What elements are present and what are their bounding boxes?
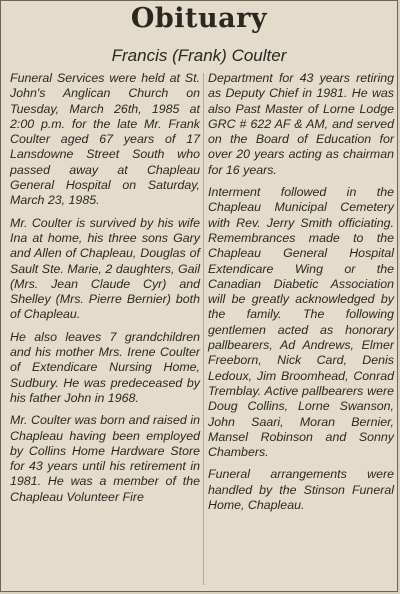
paragraph-funeral-arrangements: Funeral arrangements were handled by the Stinson Funeral Home, Chapleau. bbox=[208, 467, 394, 513]
masthead-title: Obituary bbox=[130, 3, 268, 34]
left-column bbox=[10, 71, 200, 512]
right-column bbox=[208, 71, 394, 520]
paragraph-survivors: Mr. Coulter is survived by his wife Ina at home, his three sons Gary and Allen of Chapleau, Douglas of Sault Ste. Marie, 2 daughters, Gail (Mrs. Jean Claude Cyr) and Shelley (Mrs. Pierre Bernier) both of Chapleau. bbox=[10, 215, 200, 322]
paragraph-interment: Interment followed in the Chapleau Municipal Cemetery with Rev. Jerry Smith officiating. Remembrances made to the Chapleau General Hospital Extendicare Wing or the Canadian Diabetic Association will be greatly acknowledged by the family. The following gentlemen acted as honorary pallbearers, Ad Andrews, Elmer Freeborn, Nick Card, Denis Ledoux, Jim Broomhead, Conrad Tremblay. Active pallbearers were Doug Collins, Lorne Swanson, John Saari, Moran Bernier, Mansel Robinson and Sonny Chambers. bbox=[208, 185, 394, 460]
paragraph-career: Mr. Coulter was born and raised in Chapleau having been employed by Collins Home Hardware Store for 43 years until his retirement in 1981. He was a member of the Chapleau Volunteer Fire bbox=[10, 413, 200, 504]
paragraph-fire-department: Department for 43 years retiring as Deputy Chief in 1981. He was also Past Master of Lorne Lodge GRC # 622 AF & AM, and served on the Board of Education for over 20 years acting as chairman for 16 years. bbox=[208, 71, 394, 177]
deceased-name: Francis (Frank) Coulter bbox=[111, 46, 287, 65]
paragraph-grandchildren: He also leaves 7 grandchildren and his mother Mrs. Irene Coulter of Extendicare Nursing Home, Sudbury. He was predeceased by his father John in 1968. bbox=[10, 329, 200, 405]
column-divider bbox=[203, 73, 204, 585]
paragraph-funeral-services: Funeral Services were held at St. John's Anglican Church on Tuesday, March 26th, 1985 at 2:00 p.m. for the late Mr. Frank Coulter aged 67 years of 17 Lansdowne Street South who passed away at Chapleau General Hospital on Saturday, March 23, 1985. bbox=[10, 71, 200, 208]
